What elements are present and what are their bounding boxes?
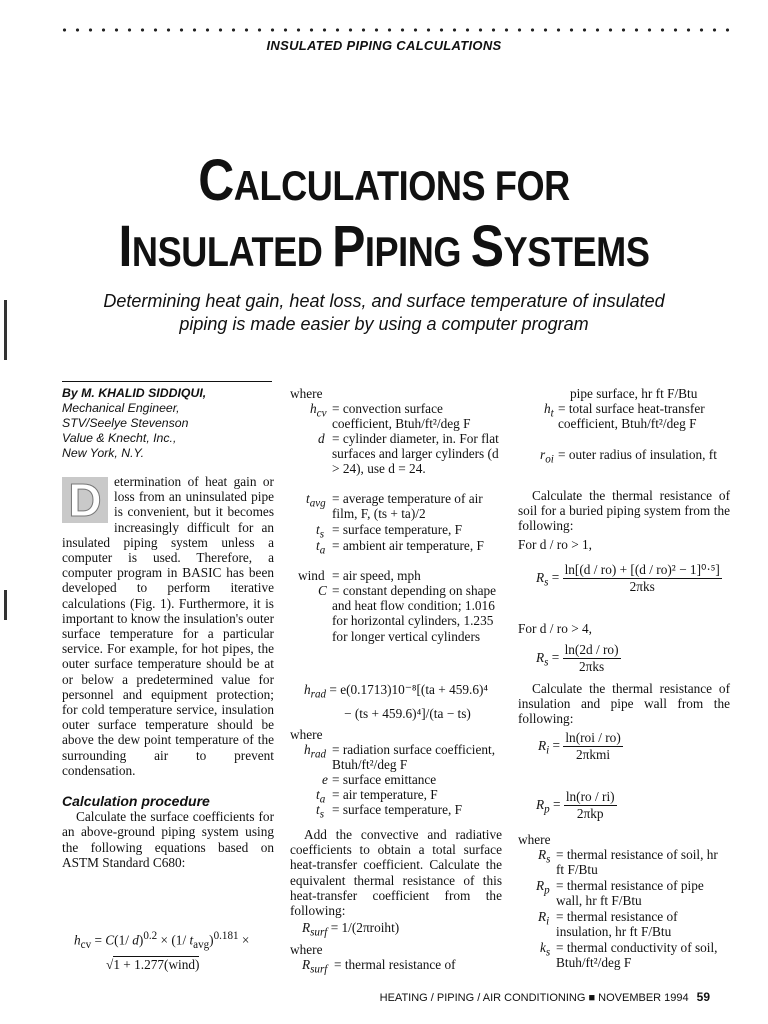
equation-rp: $R_p$ = $\frac{\ln(ro / ri)}{\text{2πkp}}$	[536, 789, 615, 821]
byline	[62, 386, 282, 461]
eq-rp-numerator: ln(ro / ri)	[565, 789, 615, 804]
sym-c: C	[318, 583, 327, 598]
equation-rs-2: $R_s$ = $\frac{\ln(2d / ro)}{\text{2πks}}$	[536, 642, 619, 674]
eq-ri-denominator: 2πkmi	[576, 747, 611, 762]
eq-rsurf-rhs: = 1/(2πroiht)	[330, 920, 400, 935]
def-hrad: = radiation surface coefficient, Btuh/ft²/deg F	[332, 742, 496, 773]
def-tavg: = average temperature of air film, F, (ts + ta)/2	[332, 491, 483, 522]
def-ks: = thermal conductivity of soil, Btuh/ft²/deg F	[556, 940, 718, 971]
def-ht: = total surface heat-transfer coefficient, Btuh/ft²/deg F	[558, 401, 705, 432]
equation-rs-1: $R_s$ = $\frac{\text{ln[(d / ro) + [(d / ro)² − 1]⁰·⁵]}}{\text{2πks}}$	[536, 562, 720, 594]
equation-ri: $R_i$ = $\frac{\text{ln(roi / ro)}}{\text{2πkmi}}$	[538, 730, 621, 762]
paragraph-add-coefficients: Add the convective and radiative coefficients to obtain a total surface heat-transfer coefficient. Calculate the equivalent thermal resistance of this heat-transfer coefficient from the following:	[290, 827, 502, 919]
byline-rule	[62, 381, 272, 382]
section-paragraph: Calculate the surface coefficients for an above-ground piping system using the following equations based on ASTM Standard C680:	[62, 809, 274, 870]
author-location: New York, N.Y.	[62, 446, 145, 460]
sym-ks: $k_s$	[540, 940, 551, 959]
eq-rs1-numerator: ln[(d / ro) + [(d / ro)² − 1]⁰·⁵]	[564, 562, 720, 577]
running-header: INSULATED PIPING CALCULATIONS	[266, 38, 502, 53]
paragraph-insulation: Calculate the thermal resistance of insulation and pipe wall from the following:	[518, 681, 730, 727]
def-roi: = outer radius of insulation, ft	[558, 447, 717, 462]
drop-cap: D	[62, 477, 108, 523]
author: By M. KHALID SIDDIQUI,	[62, 386, 207, 400]
def-wind: = air speed, mph	[332, 568, 421, 583]
sym-hcv: $h_{cv}$	[310, 401, 327, 420]
subtitle: Determining heat gain, heat loss, and surface temperature of insulated piping is made easier by using a computer program	[103, 291, 665, 334]
sym-ts-2: $t_s$	[316, 802, 325, 821]
author-company: STV/Seelye Stevenson	[62, 416, 189, 430]
sym-ta-2: $t_a$	[316, 787, 326, 806]
eq-rs2-numerator: ln(2d / ro)	[564, 642, 619, 657]
eq-rs1-denominator: 2πks	[629, 579, 655, 594]
sym-e: e	[322, 772, 328, 787]
def-ts: = surface temperature, F	[332, 522, 463, 537]
eq-rs2-denominator: 2πks	[578, 659, 605, 674]
sym-ta: $t_a$	[316, 538, 326, 557]
dotted-rule	[58, 26, 730, 34]
sym-tavg: $t_{avg}$	[306, 491, 326, 510]
condition-2: For d / ro > 4,	[518, 621, 592, 636]
where-label-3: where	[290, 942, 323, 957]
section-heading: Calculation procedure	[62, 793, 210, 810]
condition-1: For d / ro > 1,	[518, 537, 592, 552]
equation-hcv: $h_{cv} = C(1/$ d)$^{0.2}$ × (1/ $t_{avg})^{0.181}$ ×	[74, 930, 250, 952]
where-label: where	[290, 386, 323, 401]
title-line-2: INSULATED PIPING SYSTEMS	[118, 214, 650, 279]
def-ri: = thermal resistance of insulation, hr ft F/Btu	[556, 909, 678, 940]
sym-wind: wind	[298, 568, 325, 583]
def-ts-2: = surface temperature, F	[332, 802, 463, 817]
sym-d: d	[318, 431, 325, 446]
equation-hrad-1: $h_{rad} = e(0.1713)10^{-8}[(ta + 459.6)^4$	[304, 682, 489, 701]
edge-mark	[4, 300, 7, 360]
footer-text: HEATING / PIPING / AIR CONDITIONING ■ NOVEMBER 1994	[379, 992, 689, 1004]
def-rsurf-cont: pipe surface, hr ft F/Btu	[570, 386, 698, 401]
equation-hcv-sqrt: √1 + 1.277(wind)	[106, 957, 200, 972]
edge-mark	[4, 590, 7, 620]
page-footer	[380, 990, 710, 1004]
def-ta-2: = air temperature, F	[332, 787, 438, 802]
eq-ri-numerator: ln(roi / ro)	[565, 730, 621, 745]
equation-rsurf: $R_{surf}$ = 1/(2πroiht)	[302, 920, 400, 939]
sym-ts: $t_s$	[316, 522, 325, 541]
sym-hrad: $h_{rad}$	[304, 742, 327, 761]
sym-roi: $r_{oi}$	[540, 447, 554, 466]
sym-ht: $h_t$	[544, 401, 554, 420]
intro-paragraph: etermination of heat gain or loss from an uninsulated pipe is convenient, but it becomes increasingly difficult for an insulated piping system unless a computer is used. Therefore, a computer program in BASIC has been developed to perform iterative calculations (Fig. 1). Furthermore, it is important to know the insulation's outer surface temperature for a particular service. For example, for hot pipes, the outer surface temperature should be at or below a predetermined value for personnel and equipment protection; for cold temperature service, insulation outer surface temperature should be above the dew point temperature of the surrounding air to prevent condensation.	[62, 474, 274, 778]
equation-hrad-2: − (ts + 459.6)⁴]/(ta − ts)	[344, 706, 471, 721]
column-1	[62, 474, 274, 870]
title-line-1: CALCULATIONS FOR	[198, 148, 570, 213]
def-c: = constant depending on shape and heat flow condition; 1.016 for horizontal cylinders, 1.235 for longer vertical cylinders	[332, 583, 497, 644]
sym-ri: $R_i$	[538, 909, 550, 928]
author-company-2: Value & Knecht, Inc.,	[62, 431, 177, 445]
sym-rp: $R_p$	[536, 878, 550, 897]
def-rp: = thermal resistance of pipe wall, hr ft F/Btu	[556, 878, 704, 909]
paragraph-soil: Calculate the thermal resistance of soil for a buried piping system from the following:	[518, 488, 730, 534]
page-number: 59	[696, 990, 710, 1004]
sym-rsurf: $R_{surf}$	[302, 957, 328, 976]
def-rs: = thermal resistance of soil, hr ft F/Btu	[556, 847, 718, 878]
def-rsurf: = thermal resistance of	[334, 957, 456, 972]
def-ta: = ambient air temperature, F	[332, 538, 484, 553]
sym-rs: $R_s$	[538, 847, 551, 866]
author-role: Mechanical Engineer,	[62, 401, 180, 415]
def-hcv: = convection surface coefficient, Btuh/ft²/deg F	[332, 401, 471, 432]
def-e: = surface emittance	[332, 772, 437, 787]
where-label-2: where	[290, 727, 323, 742]
eq-hrad-rhs-1: = e(0.1713)10⁻⁸[(ta + 459.6)⁴	[329, 682, 489, 697]
where-label-4: where	[518, 832, 551, 847]
eq-rp-denominator: 2πkp	[576, 806, 604, 821]
def-d: = cylinder diameter, in. For flat surfaces and larger cylinders (d > 24), use d = 24.	[332, 431, 499, 477]
